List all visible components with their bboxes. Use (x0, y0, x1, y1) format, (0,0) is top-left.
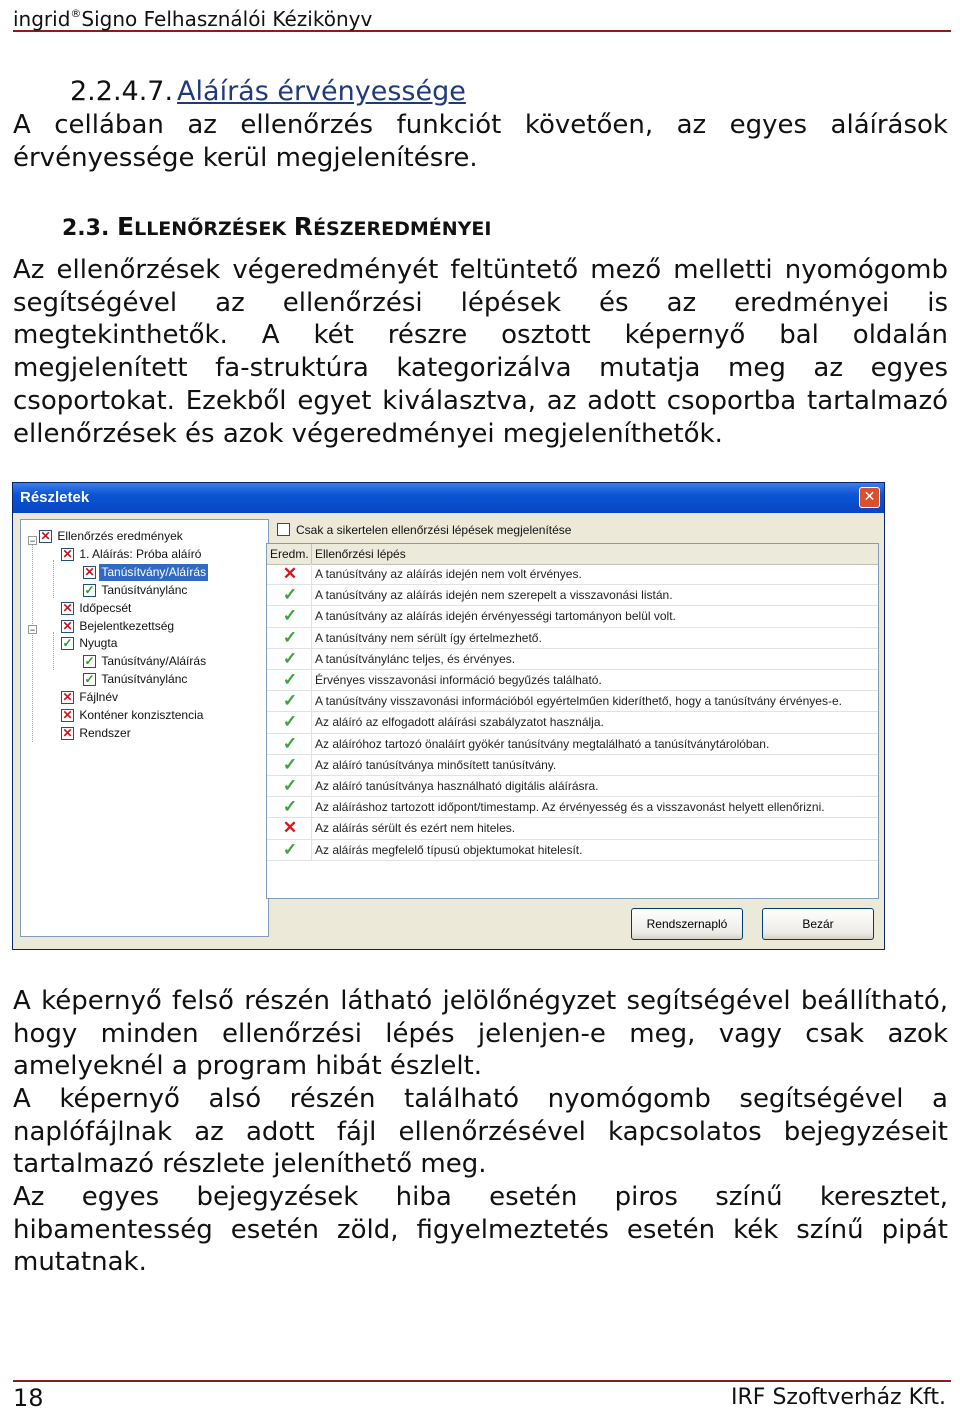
failed-only-checkbox[interactable] (277, 523, 290, 536)
column-separator (311, 564, 312, 584)
section-23-title-part2: ÉSZEREDMÉNYEI (313, 218, 492, 240)
cross-mark-icon: ✕ (62, 546, 73, 561)
tree-node[interactable] (61, 546, 203, 563)
tree-node-label: 1. Aláírás: Próba aláíró (79, 546, 202, 561)
check-step-text: A tanúsítvány az aláírás idején érvényességi tartományon belül volt. (315, 609, 676, 624)
failed-only-label: Csak a sikertelen ellenőrzési lépések megjelenítése (296, 523, 572, 537)
check-mark-icon: ✓ (282, 585, 298, 605)
registered-mark: ® (70, 7, 82, 20)
check-step-text: A tanúsítvány nem sérült így értelmezhető. (315, 630, 542, 645)
column-separator (311, 755, 312, 775)
check-step-text: Az aláíró tanúsítványa használható digitális aláírásra. (315, 779, 599, 793)
section-23-heading (62, 210, 491, 246)
check-mark-icon: ✓ (282, 712, 298, 732)
check-step-text: A tanúsítvány az aláírás idején nem volt érvényes. (315, 567, 582, 581)
tree-connector (32, 542, 33, 742)
after-paragraph-1: A képernyő felső részén látható jelölőnégyzet segítségével beállítható, hogy minden ellenőrzési lépés jelenjen-e meg, vagy csak azok amelyeknél a program hibát észlelt. (13, 986, 948, 1082)
cross-mark-icon: ✕ (84, 564, 95, 579)
check-mark-icon: ✓ (84, 654, 95, 669)
check-mark-icon: ✓ (282, 670, 298, 689)
window-titlebar[interactable] (13, 483, 884, 513)
check-mark-icon: ✓ (282, 691, 298, 711)
cross-mark-icon: ✕ (62, 600, 73, 615)
system-log-button[interactable]: Rendszernapló (631, 908, 743, 940)
list-row[interactable] (267, 585, 878, 606)
list-row[interactable] (267, 776, 878, 797)
cross-mark-icon: ✕ (282, 564, 298, 583)
tree-node[interactable] (61, 689, 120, 706)
column-separator (311, 840, 312, 860)
section-2247-text: A cellában az ellenőrzés funkciót követően, az egyes aláírások érvényessége kerül megjelenítésre. (13, 110, 948, 173)
check-step-text: A tanúsítvány visszavonási információból egyértelműen kideríthető, hogy a tanúsítvány érvényes-e. (315, 694, 842, 709)
column-separator (311, 776, 312, 796)
close-button[interactable]: Bezár (762, 908, 874, 940)
tree-node-label: Ellenőrzés eredmények (57, 529, 183, 543)
column-separator (311, 818, 312, 838)
tree-node[interactable] (83, 564, 208, 581)
list-row[interactable] (267, 670, 878, 691)
list-header (267, 544, 878, 565)
window-close-icon[interactable]: ✕ (859, 487, 880, 508)
tree-node-label: Tanúsítványlánc (101, 582, 188, 597)
check-step-text: A tanúsítványlánc teljes, és érvényes. (315, 651, 516, 666)
list-row[interactable] (267, 840, 878, 861)
tree-node[interactable] (39, 528, 185, 545)
column-separator (311, 606, 312, 626)
after-paragraph-3: Az egyes bejegyzések hiba esetén piros színű keresztet, hibamentesség esetén zöld, figyelmeztetés esetén kék színű pipát mutatnak. (13, 1182, 948, 1278)
check-mark-icon: ✓ (84, 582, 95, 597)
after-paragraph-2: A képernyő alsó részén található nyomógomb segítségével a naplófájlnak az adott fájl ellenőrzésével kapcsolatos bejegyzéseit tartalmazó részlete jeleníthető meg. (13, 1084, 948, 1180)
header-title-main: ingrid (13, 7, 71, 31)
cross-mark-icon: ✕ (62, 690, 73, 705)
tree-node[interactable] (61, 635, 119, 652)
window-title: Részletek (20, 489, 90, 506)
tree-node[interactable] (83, 671, 189, 688)
details-window (12, 482, 885, 950)
tree-node-label: Nyugta (79, 636, 118, 651)
tree-node-label: Tanúsítvány/Aláírás (101, 654, 207, 669)
tree-node-label: Fájlnév (79, 690, 119, 705)
section-2247-heading (70, 74, 466, 110)
list-row[interactable] (267, 797, 878, 818)
check-mark-icon: ✓ (282, 797, 298, 817)
tree-connector (53, 560, 54, 598)
list-row[interactable] (267, 606, 878, 627)
check-mark-icon: ✓ (84, 672, 95, 687)
column-separator (311, 670, 312, 690)
column-separator (311, 691, 312, 711)
column-separator (311, 712, 312, 732)
column-separator (311, 797, 312, 817)
check-mark-icon: ✓ (282, 839, 298, 859)
check-mark-icon: ✓ (282, 606, 298, 626)
tree-node-label: Tanúsítványlánc (101, 672, 188, 687)
list-row[interactable] (267, 734, 878, 755)
check-mark-icon: ✓ (282, 627, 298, 647)
check-mark-icon: ✓ (282, 733, 298, 753)
list-row[interactable] (267, 564, 878, 585)
column-separator (311, 585, 312, 605)
footer-rule (13, 1380, 951, 1382)
category-tree[interactable] (20, 519, 269, 937)
tree-node-label: Rendszer (79, 725, 131, 740)
check-mark-icon: ✓ (282, 648, 298, 668)
list-row[interactable] (267, 649, 878, 670)
check-step-text: Érvényes visszavonási információ begyűzés található. (315, 673, 602, 687)
tree-node-label: Időpecsét (79, 600, 132, 615)
header-title-rest: Signo Felhasználói Kézikönyv (81, 7, 373, 31)
section-23-title-cap-r: R (293, 212, 314, 241)
check-mark-icon: ✓ (282, 776, 298, 795)
section-23-title-part1: LLENŐRZÉSEK (134, 218, 287, 240)
list-row[interactable] (267, 691, 878, 712)
cross-mark-icon: ✕ (62, 618, 73, 633)
footer-company: IRF Szoftverház Kft. (731, 1385, 946, 1410)
failed-only-checkbox-row[interactable] (277, 523, 571, 538)
list-row[interactable] (267, 818, 878, 839)
check-step-text: Az aláíróhoz tartozó önaláírt gyökér tanúsítvány megtalálható a tanúsítványtárolóban. (315, 736, 770, 751)
cross-mark-icon: ✕ (40, 529, 51, 543)
section-23-number: 2.3. (62, 216, 110, 241)
tree-node[interactable] (61, 618, 176, 635)
tree-node-label: Konténer konzisztencia (79, 708, 204, 722)
tree-node[interactable] (83, 653, 208, 670)
column-header-result[interactable]: Eredm. (267, 544, 312, 564)
tree-node[interactable] (61, 707, 205, 724)
tree-node[interactable] (83, 582, 189, 599)
running-header (13, 0, 951, 32)
check-step-text: Az aláíró az elfogadott aláírási szabályzatot használja. (315, 715, 604, 730)
tree-node-label: Tanúsítvány/Aláírás (101, 564, 207, 579)
page-number: 18 (13, 1384, 44, 1412)
check-mark-icon: ✓ (282, 754, 298, 774)
section-2247-number: 2.2.4.7. (70, 76, 174, 107)
cross-mark-icon: ✕ (282, 818, 298, 838)
section-23-text: Az ellenőrzések végeredményét feltüntető mező melletti nyomógomb segítségével az ellenőrzési lépések és az eredményei is megtekinthetők. A két részre osztott képernyő bal oldalán megjelenített fa-struktúra kategorizálva mutatja meg az egyes csoportokat. Ezekből egyet kiválasztva, az adott csoportba tartalmazó ellenőrzések és azok végeredményei megjeleníthetők. (13, 255, 948, 449)
check-step-text: A tanúsítvány az aláírás idején nem szerepelt a visszavonási listán. (315, 588, 673, 603)
list-row[interactable] (267, 755, 878, 776)
column-separator (311, 628, 312, 648)
check-step-text: Az aláíráshoz tartozott időpont/timestamp. Az érvényesség és a visszavonást helyett ellenőrizni. (315, 800, 825, 815)
cross-mark-icon: ✕ (62, 708, 73, 722)
list-row[interactable] (267, 628, 878, 649)
section-23-title-cap-e: E (117, 212, 135, 241)
tree-expander-minus-icon[interactable]: − (29, 536, 36, 546)
list-row[interactable] (267, 712, 878, 733)
column-header-step[interactable]: Ellenőrzési lépés (315, 547, 406, 561)
check-mark-icon: ✓ (62, 636, 73, 651)
cross-mark-icon: ✕ (62, 725, 73, 740)
tree-connector (53, 632, 54, 670)
check-step-text: Az aláíró tanúsítványa minősített tanúsítvány. (315, 757, 557, 772)
check-step-text: Az aláírás sérült és ezért nem hiteles. (315, 821, 516, 836)
tree-node[interactable] (61, 600, 133, 617)
tree-node-label: Bejelentkezettség (79, 618, 175, 633)
tree-node[interactable] (61, 725, 133, 742)
column-separator (311, 734, 312, 754)
column-separator (311, 649, 312, 669)
check-steps-list[interactable] (266, 543, 879, 899)
tree-expander-minus-icon[interactable]: − (29, 625, 36, 635)
check-step-text: Az aláírás megfelelő típusú objektumokat hitelesít. (315, 842, 583, 857)
section-2247-title-link[interactable]: Aláírás érvényessége (177, 76, 466, 107)
